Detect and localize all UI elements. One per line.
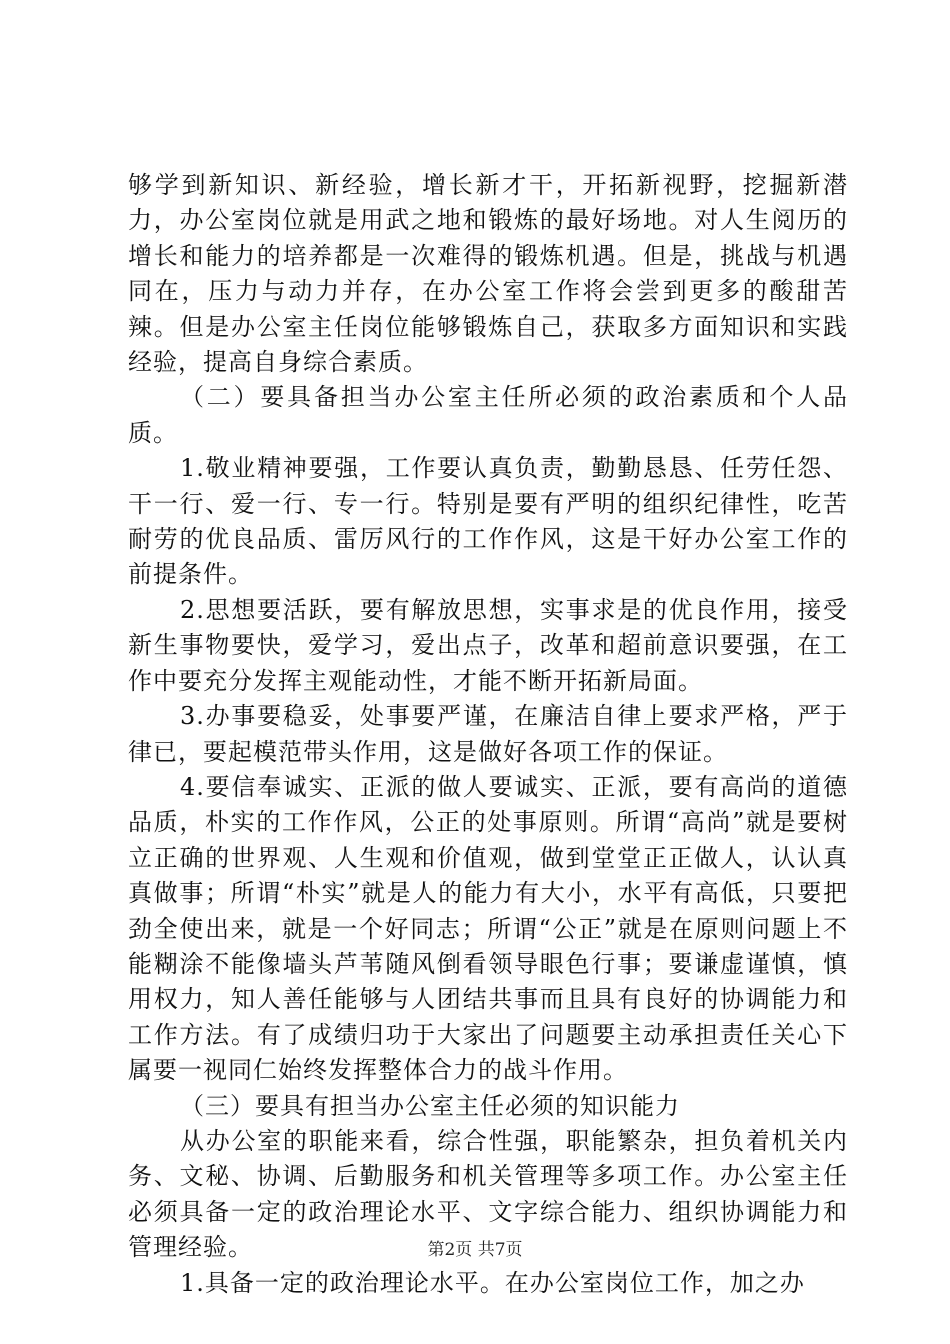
page-footer [0,1240,950,1260]
paragraph-continuation: 够学到新知识、新经验，增长新才干，开拓新视野，挖掘新潜力，办公室岗位就是用武之地和锻炼的最好场地。对人生阅历的增长和能力的培养都是一次难得的锻炼机遇。但是，挑战与机遇同在，压力与动力并存，在办公室工作将会尝到更多的酸甜苦辣。但是办公室主任岗位能够锻炼自己，获取多方面知识和实践经验，提高自身综合素质。 [128,171,848,377]
document-body [128,168,848,1301]
list-item-integrity: 4.要信奉诚实、正派的做人要诚实、正派，要有高尚的道德品质，朴实的工作作风，公正的处事原则。所谓“高尚”就是要树立正确的世界观、人生观和价值观，做到堂堂正正做人，认认真真做事；所谓“朴实”就是人的能力有大小，水平有高低，只要把劲全使出来，就是一个好同志；所谓“公正”就是在原则问题上不能糊涂不能像墙头芦苇随风倒看领导眼色行事；要谦虚谨慎，慎用权力，知人善任能够与人团结共事而且具有良好的协调能力和工作方法。有了成绩归功于大家出了问题要主动承担责任关心下属要一视同仁始终发挥整体合力的战斗作用。 [128,772,848,1085]
paragraph-office-functions: 从办公室的职能来看，综合性强，职能繁杂，担负着机关内务、文秘、协调、后勤服务和机关管理等多项工作。办公室主任必须具备一定的政治理论水平、文字综合能力、组织协调能力和管理经验。 [128,1126,848,1262]
section-heading-3: （三）要具有担当办公室主任必须的知识能力 [180,1091,680,1120]
list-item-political-theory: 1.具备一定的政治理论水平。在办公室岗位工作，加之办 [180,1268,805,1297]
list-item-prudence: 3.办事要稳妥，处事要严谨，在廉洁自律上要求严格，严于律已，要起模范带头作用，这是做好各项工作的保证。 [128,702,848,766]
section-heading-2: （二）要具备担当办公室主任所必须的政治素质和个人品质。 [128,383,848,447]
list-item-active-thinking: 2.思想要活跃，要有解放思想，实事求是的优良作用，接受新生事物要快，爱学习，爱出点子，改革和超前意识要强，在工作中要充分发挥主观能动性，才能不断开拓新局面。 [128,595,848,695]
list-item-dedication: 1.敬业精神要强，工作要认真负责，勤勤恳恳、任劳任怨、干一行、爱一行、专一行。特别是要有严明的组织纪律性，吃苦耐劳的优良品质、雷厉风行的工作作风，这是干好办公室工作的前提条件。 [128,454,848,589]
page-number: 第2页 共7页 [427,1240,523,1260]
